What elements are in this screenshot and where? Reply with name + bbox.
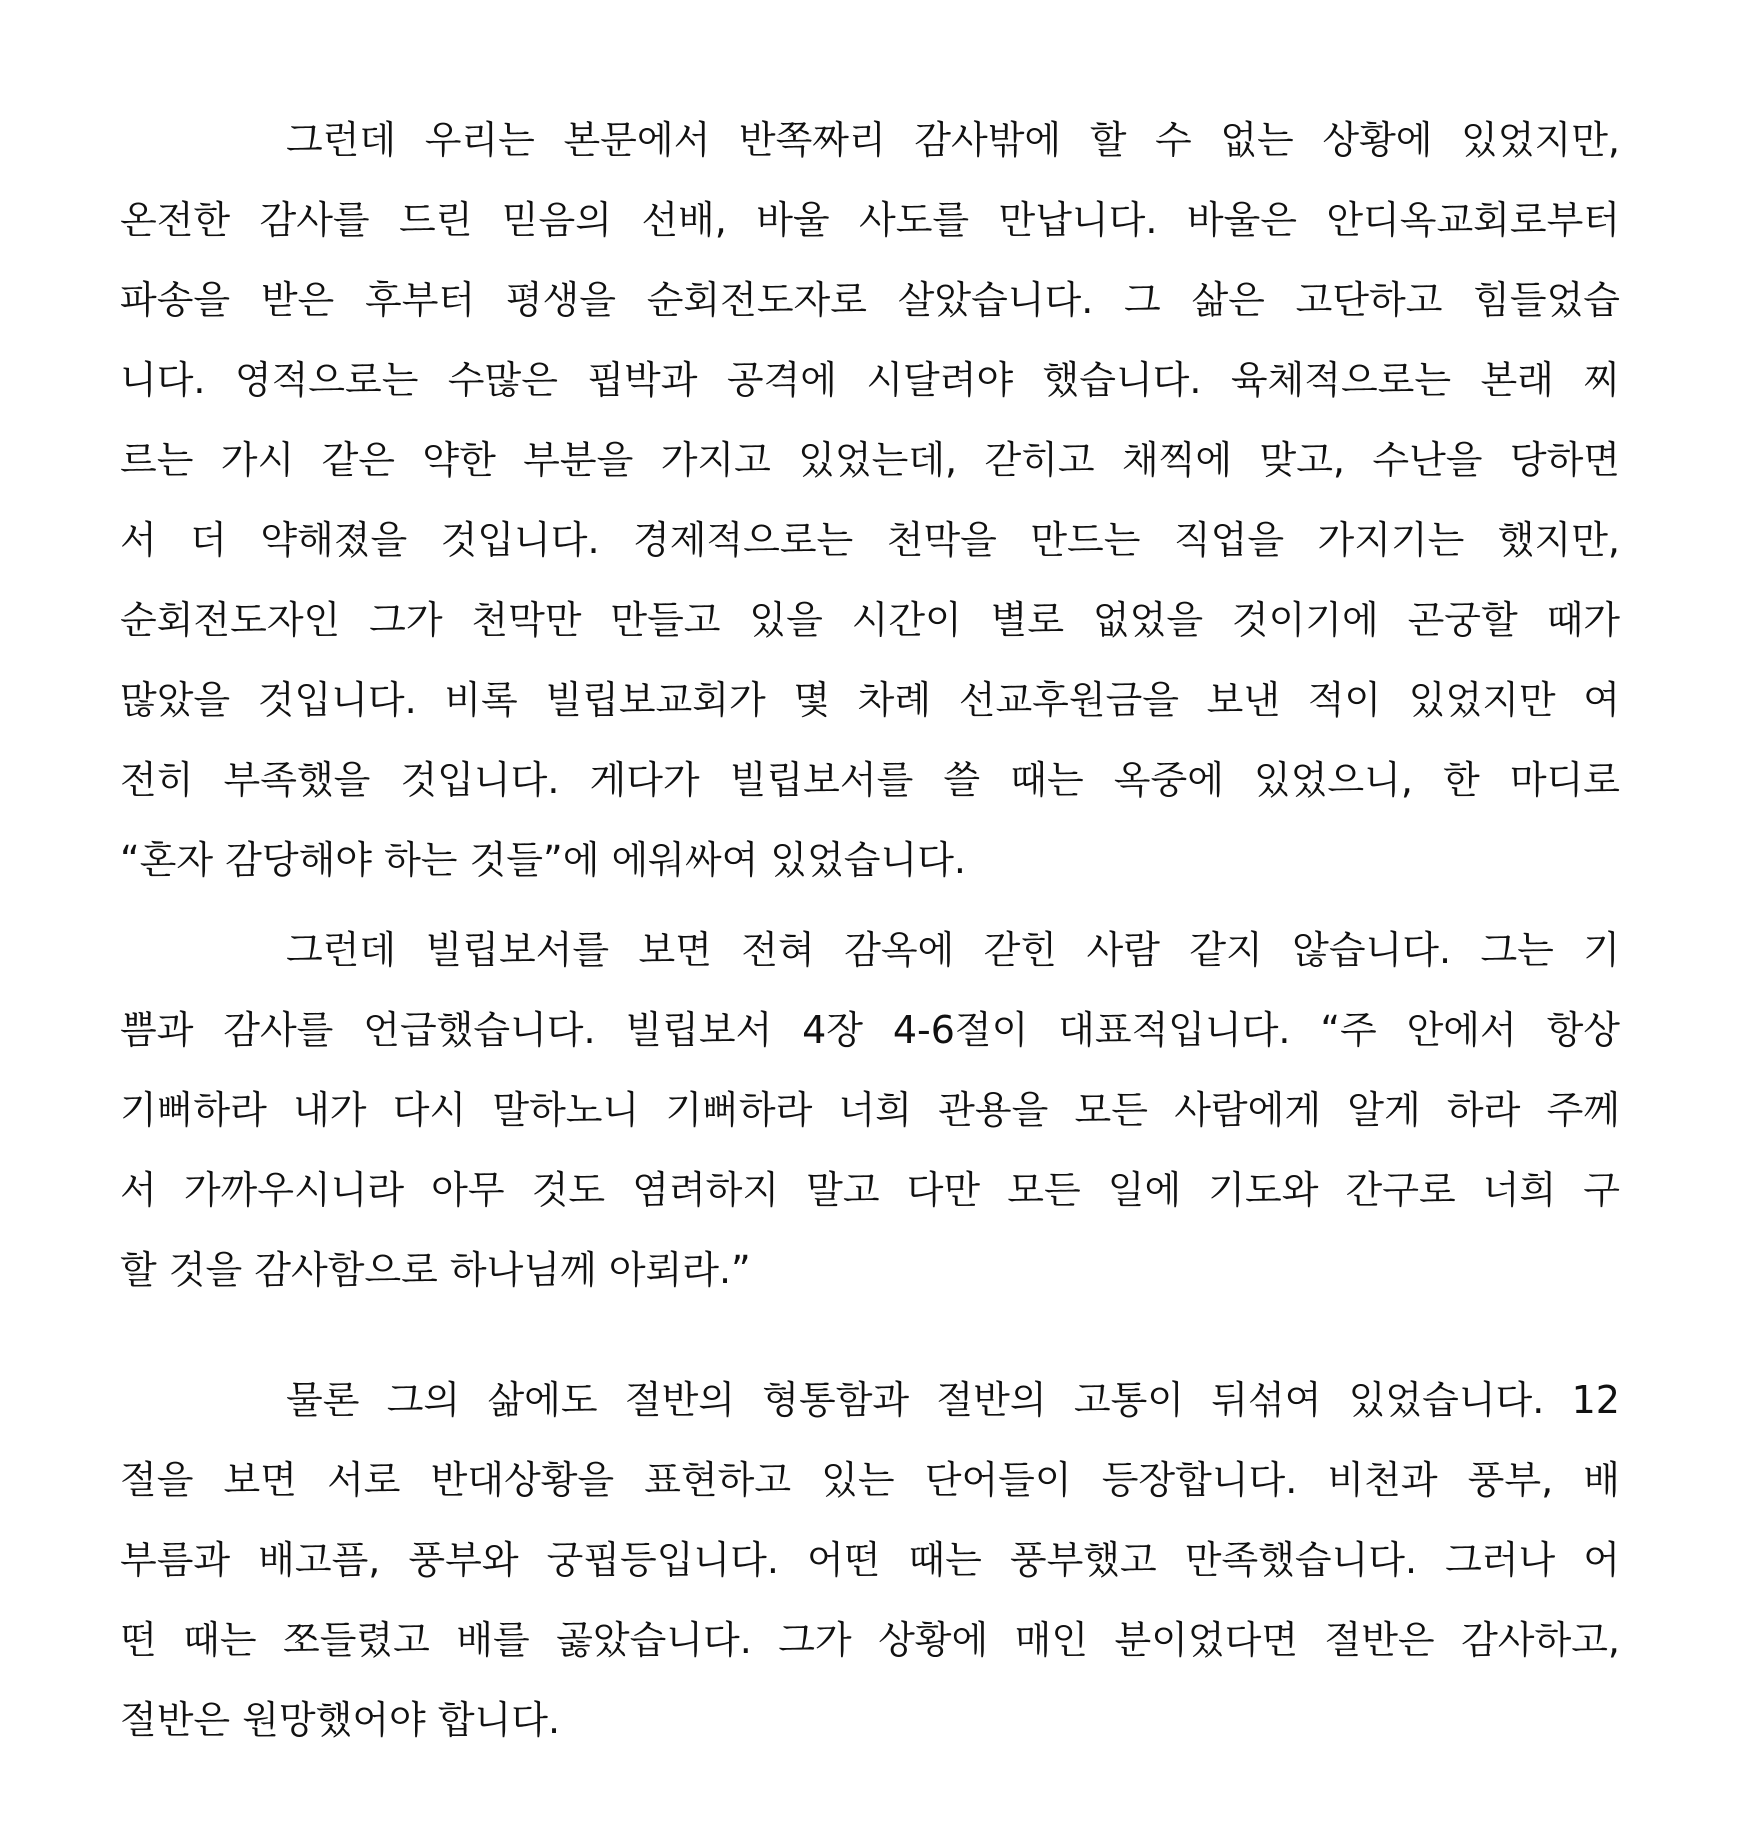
text-line: 부름과 배고픔, 풍부와 궁핍등입니다. 어떤 때는 풍부했고 만족했습니다. 그러나 어 [120, 1538, 1620, 1582]
text-line: 절반은 원망했어야 합니다. [120, 1698, 561, 1742]
text-line: 절을 보면 서로 반대상황을 표현하고 있는 단어들이 등장합니다. 비천과 풍부, 배 [120, 1458, 1620, 1502]
text-line: 서 더 약해졌을 것입니다. 경제적으로는 천막을 만드는 직업을 가지기는 했지만, [120, 518, 1620, 562]
text-line: 그런데 빌립보서를 보면 전혀 감옥에 갇힌 사람 같지 않습니다. 그는 기 [286, 928, 1620, 972]
paragraph-3 [120, 1360, 1620, 1760]
paragraph-1 [120, 100, 1620, 900]
text-line: “혼자 감당해야 하는 것들”에 에워싸여 있었습니다. [120, 838, 967, 882]
text-line: 기뻐하라 내가 다시 말하노니 기뻐하라 너희 관용을 모든 사람에게 알게 하라 주께 [120, 1088, 1620, 1132]
text-line: 많았을 것입니다. 비록 빌립보교회가 몇 차례 선교후원금을 보낸 적이 있었지만 여 [120, 678, 1620, 722]
text-line: 르는 가시 같은 약한 부분을 가지고 있었는데, 갇히고 채찍에 맞고, 수난을 당하면 [120, 438, 1620, 482]
text-line: 물론 그의 삶에도 절반의 형통함과 절반의 고통이 뒤섞여 있었습니다. 12 [286, 1378, 1620, 1422]
text-line: 쁨과 감사를 언급했습니다. 빌립보서 4장 4-6절이 대표적입니다. “주 안에서 항상 [120, 1008, 1620, 1052]
text-line: 니다. 영적으로는 수많은 핍박과 공격에 시달려야 했습니다. 육체적으로는 본래 찌 [120, 358, 1620, 402]
text-line: 할 것을 감사함으로 하나님께 아뢰라.” [120, 1248, 751, 1292]
paragraph-2 [120, 910, 1620, 1310]
text-line: 그런데 우리는 본문에서 반쪽짜리 감사밖에 할 수 없는 상황에 있었지만, [286, 118, 1620, 162]
text-line: 떤 때는 쪼들렸고 배를 곯았습니다. 그가 상황에 매인 분이었다면 절반은 감사하고, [120, 1618, 1620, 1662]
text-line: 온전한 감사를 드린 믿음의 선배, 바울 사도를 만납니다. 바울은 안디옥교회로부터 [120, 198, 1620, 242]
text-line: 파송을 받은 후부터 평생을 순회전도자로 살았습니다. 그 삶은 고단하고 힘들었습 [120, 278, 1620, 322]
text-line: 전히 부족했을 것입니다. 게다가 빌립보서를 쓸 때는 옥중에 있었으니, 한 마디로 [120, 758, 1620, 802]
text-line: 서 가까우시니라 아무 것도 염려하지 말고 다만 모든 일에 기도와 간구로 너희 구 [120, 1168, 1620, 1212]
text-line: 순회전도자인 그가 천막만 만들고 있을 시간이 별로 없었을 것이기에 곤궁할 때가 [120, 598, 1620, 642]
